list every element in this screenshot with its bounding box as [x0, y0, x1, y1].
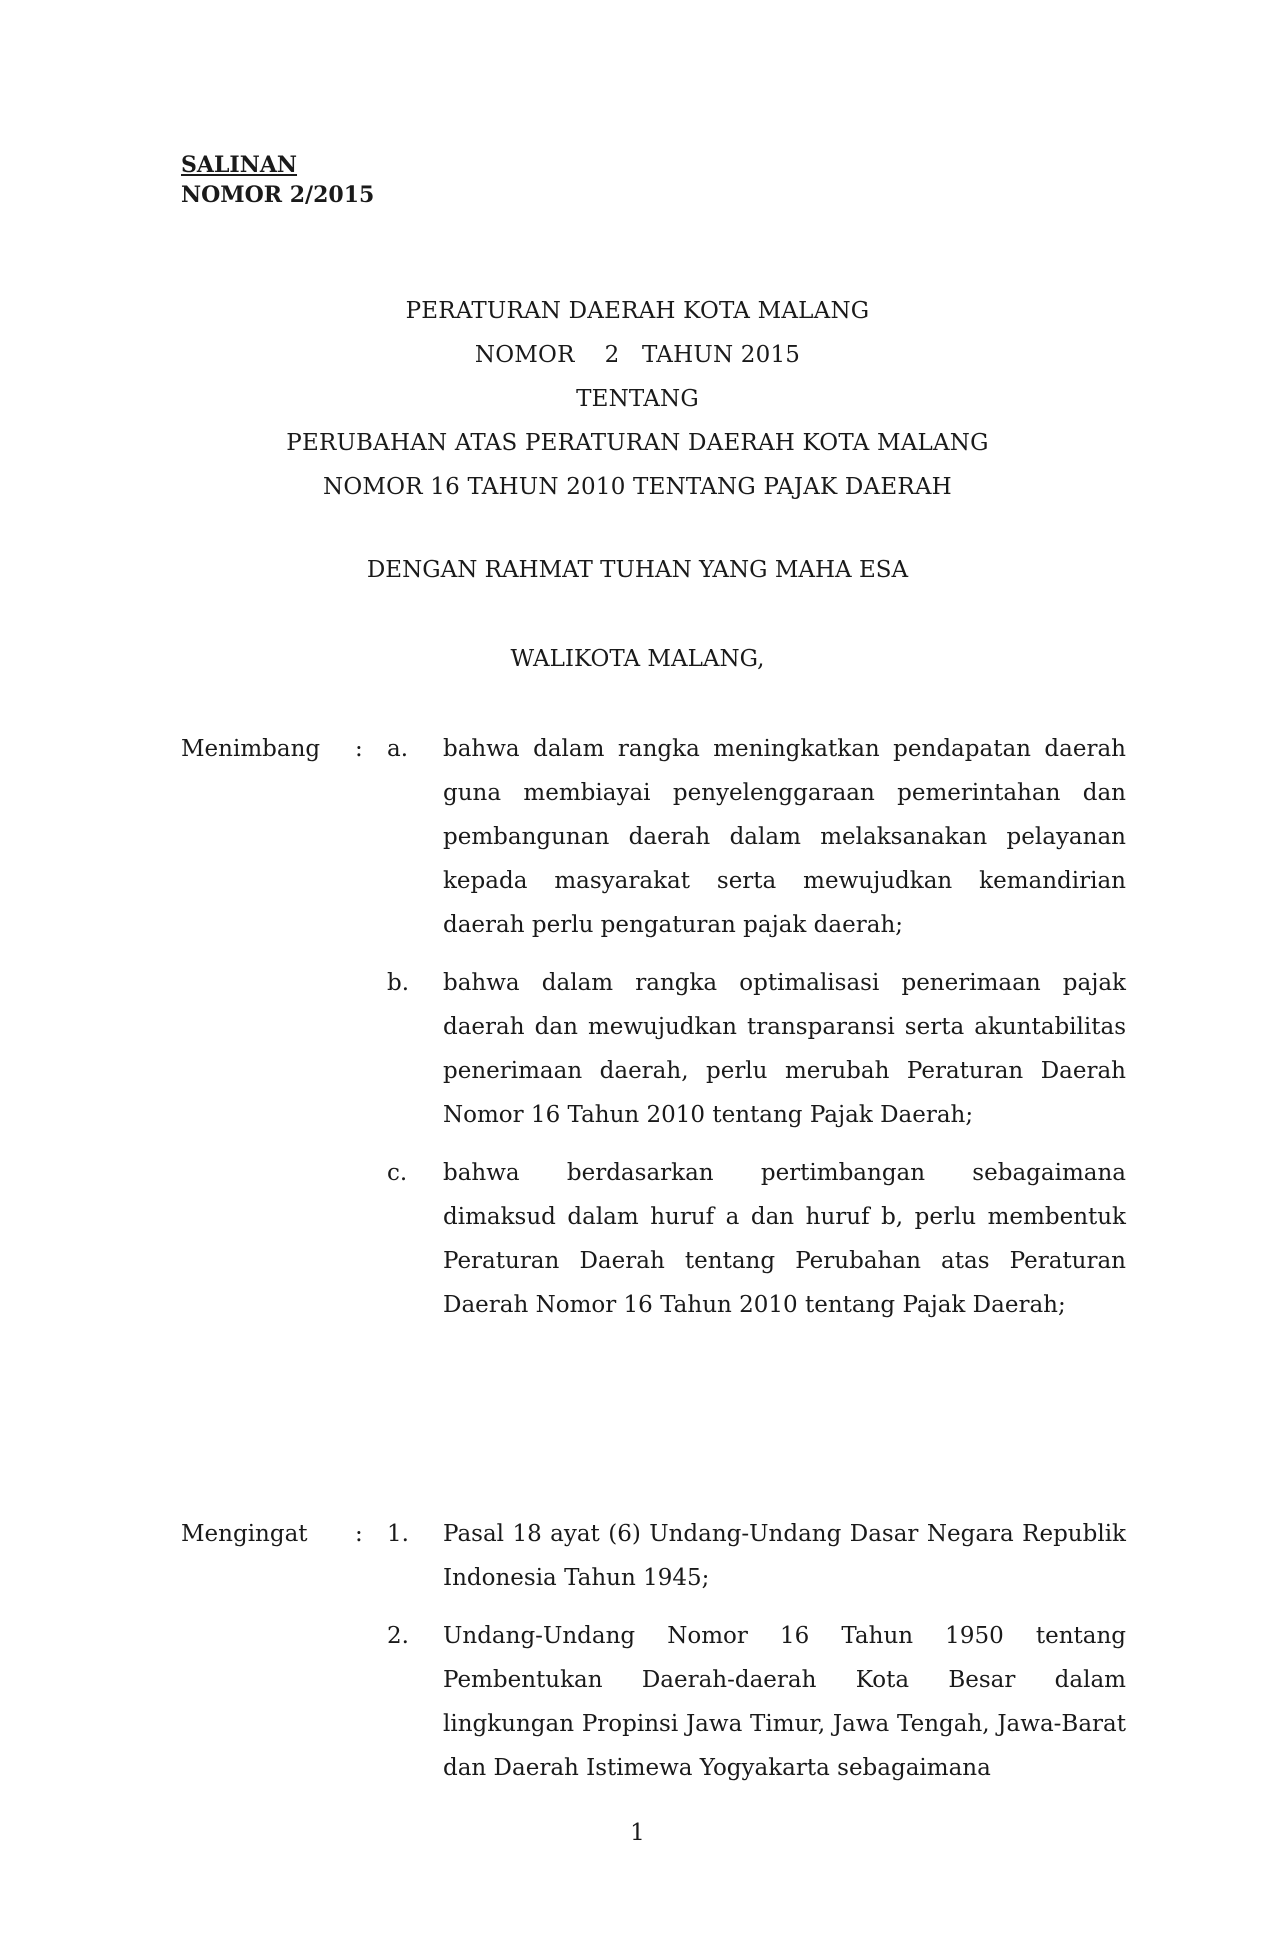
item-text: bahwa dalam rangka meningkatkan pendapatan daerah guna membiayai penyelenggaraan pemerintahan dan pembangunan daerah dalam melaksanakan pelayanan kepada masyarakat serta mewujudkan kemandirian daerah perlu pengaturan pajak daerah; — [443, 736, 1126, 938]
item-marker: a. — [387, 736, 409, 762]
menimbang-item-a — [181, 727, 1126, 947]
page-number: 1 — [630, 1820, 645, 1846]
title-line-1: PERATURAN DAERAH KOTA MALANG — [405, 298, 870, 324]
item-text: Undang-Undang Nomor 16 Tahun 1950 tentang Pembentukan Daerah-daerah Kota Besar dalam lingkungan Propinsi Jawa Timur, Jawa Tengah, Jawa-Barat dan Daerah Istimewa Yogyakarta sebagaimana — [443, 1623, 1126, 1781]
item-text: Pasal 18 ayat (6) Undang-Undang Dasar Negara Republik Indonesia Tahun 1945; — [443, 1521, 1126, 1591]
title-line-2: NOMOR 2 TAHUN 2015 — [474, 342, 801, 368]
stamp-number: NOMOR 2/2015 — [181, 182, 375, 208]
menimbang-item-b — [181, 961, 1126, 1137]
regulation-title — [0, 289, 1275, 509]
item-text: bahwa berdasarkan pertimbangan sebagaimana dimaksud dalam huruf a dan huruf b, perlu membentuk Peraturan Daerah tentang Perubahan atas Peraturan Daerah Nomor 16 Tahun 2010 tentang Pajak Daerah; — [443, 1160, 1126, 1318]
title-line-4: PERUBAHAN ATAS PERATURAN DAERAH KOTA MALANG — [286, 430, 989, 456]
item-text: bahwa dalam rangka optimalisasi penerimaan pajak daerah dan mewujudkan transparansi serta akuntabilitas penerimaan daerah, perlu merubah Peraturan Daerah Nomor 16 Tahun 2010 tentang Pajak Daerah; — [443, 970, 1126, 1128]
menimbang-label: Menimbang — [181, 736, 321, 762]
item-marker: 1. — [387, 1521, 409, 1547]
preamble-invocation: DENGAN RAHMAT TUHAN YANG MAHA ESA — [366, 557, 909, 583]
menimbang-colon: : — [355, 736, 363, 762]
item-marker: 2. — [387, 1623, 409, 1649]
mengingat-section — [181, 1512, 1126, 1804]
menimbang-section — [181, 727, 1126, 1341]
title-line-5: NOMOR 16 TAHUN 2010 TENTANG PAJAK DAERAH — [323, 474, 952, 500]
menimbang-item-c — [181, 1151, 1126, 1327]
title-line-3: TENTANG — [576, 386, 699, 412]
copy-stamp — [181, 150, 374, 210]
issuer-heading: WALIKOTA MALANG, — [510, 646, 765, 672]
mengingat-label: Mengingat — [181, 1521, 308, 1547]
mengingat-item-2 — [181, 1614, 1126, 1790]
mengingat-colon: : — [355, 1521, 363, 1547]
salinan-label: SALINAN — [181, 152, 298, 178]
item-marker: c. — [387, 1160, 408, 1186]
mengingat-item-1 — [181, 1512, 1126, 1600]
item-marker: b. — [387, 970, 410, 996]
